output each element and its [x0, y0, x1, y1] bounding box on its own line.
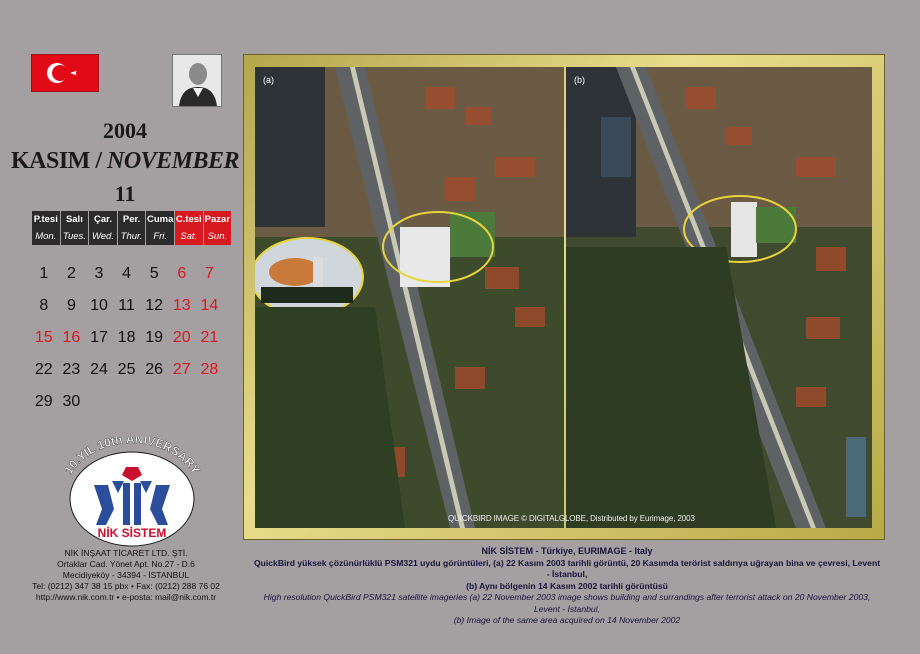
day-cell: 9	[66, 297, 76, 314]
calendar-month	[0, 148, 250, 175]
address-line: Mecidiyeköy - 34394 - İSTANBUL	[62, 570, 190, 580]
weekday-tr: Çar.	[89, 211, 118, 228]
image-b-label: (b)	[574, 75, 585, 85]
day-cell: 17	[90, 329, 108, 346]
day-cell: 15	[34, 329, 53, 346]
caption-title: NİK SİSTEM - Türkiye, EURIMAGE - Italy	[481, 546, 653, 556]
day-cell: 22	[34, 361, 53, 378]
day-cell: 7	[204, 265, 214, 282]
day-cell: 6	[177, 265, 187, 282]
day-cell: 12	[145, 297, 164, 314]
day-cell: 26	[145, 361, 164, 378]
address-line: Ortaklar Cad. Yönet Apt. No.27 - D.6	[57, 559, 195, 569]
weekday-en: Mon.	[32, 228, 60, 245]
day-cell	[140, 386, 168, 418]
caption-tr-line: (b) Aynı bölgenin 14 Kasım 2002 tarihli görüntüsü	[466, 580, 668, 591]
company-name: NİK İNŞAAT TİCARET LTD. ŞTİ.	[64, 548, 188, 558]
weekday-en: Wed.	[89, 228, 118, 245]
weekday-en: Tues.	[60, 228, 89, 245]
day-cell: 28	[200, 361, 219, 378]
weekday-tr: C.tesi	[174, 211, 203, 228]
weekday-tr: P.tesi	[32, 211, 60, 228]
weekday-en: Sat.	[174, 228, 203, 245]
day-cell: 13	[172, 297, 191, 314]
image-credit: QUICKBIRD IMAGE © DIGITALGLOBE, Distributed by Eurimage, 2003	[448, 514, 695, 523]
day-cell: 8	[39, 297, 49, 314]
contact-phone-fax: Tel: (0212) 347 38 15 pbx • Fax: (0212) 288 76 02	[32, 581, 220, 591]
image-a-label: (a)	[263, 75, 274, 85]
day-cell: 27	[172, 361, 191, 378]
logo-name: NİK SİSTEM	[97, 526, 167, 540]
day-cell: 30	[62, 393, 81, 410]
day-cell: 21	[200, 329, 219, 346]
company-address	[0, 548, 252, 603]
day-cell: 24	[90, 361, 108, 378]
day-cell: 5	[149, 265, 159, 282]
weekday-tr: Cuma	[146, 211, 175, 228]
weekday-header	[32, 211, 232, 245]
day-cell: 1	[39, 265, 49, 282]
portrait-photo	[172, 54, 222, 107]
day-cell: 18	[117, 329, 136, 346]
day-cell	[113, 386, 141, 418]
day-cell: 3	[94, 265, 104, 282]
day-cell	[196, 386, 224, 418]
weekday-tr: Salı	[60, 211, 89, 228]
weekday-en: Sun.	[203, 228, 232, 245]
caption-en-line: High resolution QuickBird PSM321 satellite imageries (a) 22 November 2003 image shows building and surrandings after terrorist attack on 20 November 2003, Levent - İstanbul,	[263, 592, 871, 614]
day-cell: 10	[90, 297, 108, 314]
day-cell: 25	[117, 361, 136, 378]
day-cell: 2	[66, 265, 76, 282]
turkish-flag	[31, 54, 99, 92]
day-cell: 20	[172, 329, 191, 346]
month-separator: /	[89, 148, 107, 174]
day-cell: 23	[62, 361, 81, 378]
day-cell	[85, 386, 113, 418]
day-cell: 4	[122, 265, 132, 282]
day-cell	[168, 386, 196, 418]
nik-sistem-emblem	[52, 437, 212, 547]
day-cell: 29	[34, 393, 53, 410]
day-cell: 19	[145, 329, 164, 346]
caption-tr-line: QuickBird yüksek çözünürlüklü PSM321 uydu görüntüleri, (a) 22 Kasım 2003 tarihli görüntü, 20 Kasımda terörist saldırıya uğrayan bina ve çevresi, Levent - İstanbul,	[253, 557, 881, 579]
month-en: NOVEMBER	[106, 148, 240, 174]
satellite-image-frame	[243, 54, 885, 540]
satellite-image-b	[566, 67, 872, 528]
contact-web-email: http://www.nik.com.tr • e-posta: mail@nik.com.tr	[35, 592, 217, 602]
month-tr: KASIM	[10, 148, 90, 174]
calendar-month-number: 11	[114, 181, 136, 206]
caption-en-line: (b) Image of the same area acquired on 14 November 2002	[453, 615, 681, 625]
day-cell: 16	[62, 329, 81, 346]
calendar-year: 2004	[103, 118, 147, 143]
day-cell: 14	[200, 297, 219, 314]
weekday-tr: Per.	[117, 211, 146, 228]
logo-arc-text: 10.YIL 10th ANIVERSARY	[61, 437, 203, 477]
weekday-tr: Pazar	[203, 211, 232, 228]
satellite-image-a	[255, 67, 564, 528]
weekday-en: Fri.	[146, 228, 175, 245]
nik-sistem-logo	[52, 437, 212, 547]
calendar-grid	[30, 258, 223, 418]
image-caption	[252, 546, 882, 627]
day-cell: 11	[118, 297, 135, 314]
weekday-en: Thur.	[117, 228, 146, 245]
